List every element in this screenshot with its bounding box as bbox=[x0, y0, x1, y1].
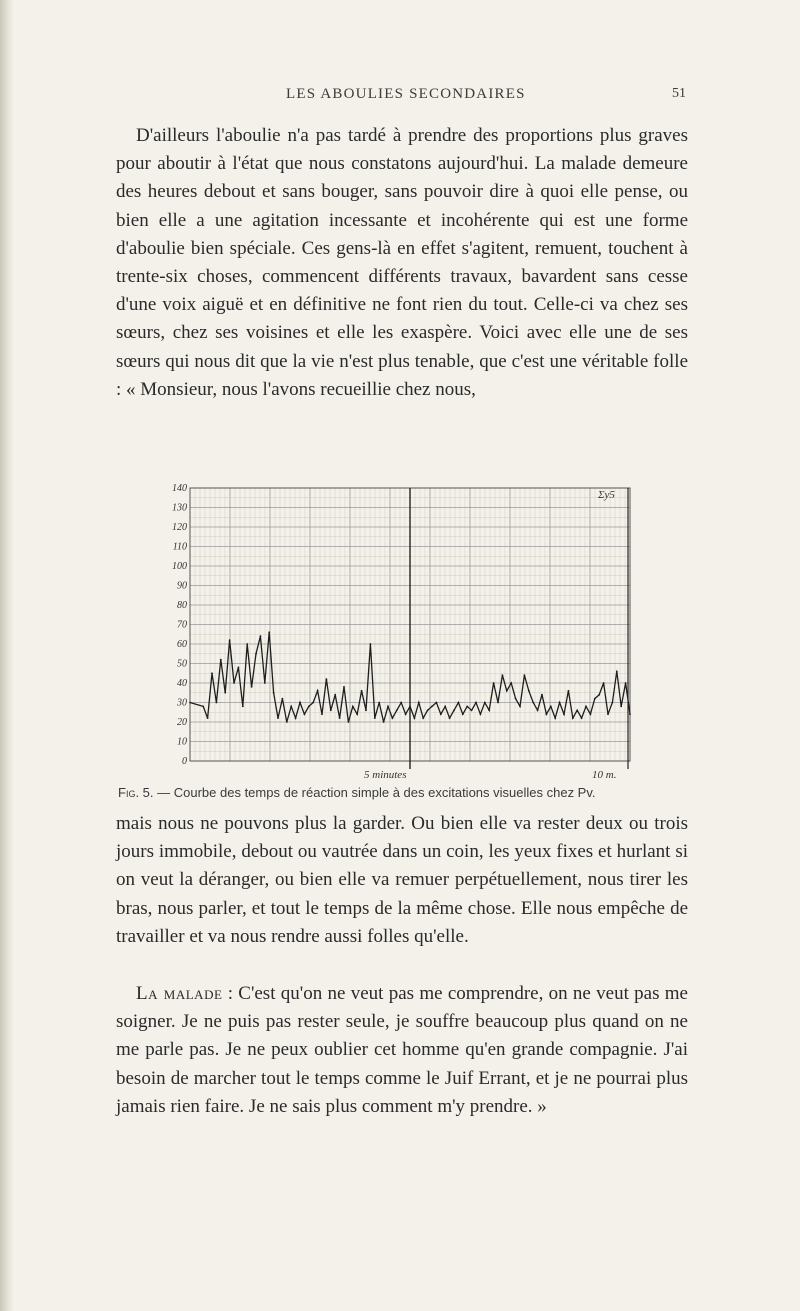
y-tick-label: 60 bbox=[177, 639, 187, 650]
reaction-time-chart bbox=[160, 476, 640, 786]
data-point bbox=[532, 702, 534, 704]
data-point bbox=[348, 721, 350, 723]
data-point bbox=[299, 702, 301, 704]
data-point bbox=[378, 702, 380, 704]
reaction-time-figure bbox=[160, 476, 640, 786]
data-point bbox=[207, 717, 209, 719]
data-point bbox=[352, 706, 354, 708]
data-point bbox=[515, 698, 517, 700]
data-point bbox=[220, 659, 222, 661]
data-point bbox=[603, 682, 605, 684]
data-point bbox=[290, 706, 292, 708]
data-point bbox=[506, 690, 508, 692]
data-point bbox=[519, 706, 521, 708]
data-point bbox=[216, 702, 218, 704]
data-point bbox=[211, 672, 213, 674]
data-point bbox=[537, 709, 539, 711]
data-point bbox=[317, 690, 319, 692]
data-point bbox=[422, 717, 424, 719]
figure-caption bbox=[118, 785, 718, 800]
data-point bbox=[616, 670, 618, 672]
data-point bbox=[405, 713, 407, 715]
data-point bbox=[444, 706, 446, 708]
data-point bbox=[436, 702, 438, 704]
data-point bbox=[431, 706, 433, 708]
y-tick-label: 130 bbox=[172, 502, 187, 514]
data-point bbox=[321, 713, 323, 715]
data-point bbox=[590, 713, 592, 715]
data-point bbox=[563, 713, 565, 715]
data-point bbox=[224, 692, 226, 694]
data-point bbox=[466, 706, 468, 708]
figure-caption-label: Fig. 5. bbox=[118, 785, 154, 800]
x-annotation-10-minutes: 10 m. bbox=[592, 769, 617, 781]
data-point bbox=[607, 713, 609, 715]
data-point bbox=[484, 702, 486, 704]
data-point bbox=[229, 639, 231, 641]
data-point bbox=[625, 682, 627, 684]
data-point bbox=[585, 706, 587, 708]
data-point bbox=[365, 709, 367, 711]
data-point bbox=[374, 717, 376, 719]
data-point bbox=[581, 717, 583, 719]
y-tick-label: 20 bbox=[177, 717, 187, 728]
figure-caption-text: — Courbe des temps de réaction simple à des excitations visuelles chez Pv. bbox=[157, 785, 596, 800]
data-point bbox=[383, 721, 385, 723]
data-point bbox=[238, 667, 240, 669]
y-tick-label: 30 bbox=[177, 697, 187, 709]
data-point bbox=[326, 678, 328, 680]
data-point bbox=[251, 686, 253, 688]
paragraph-1: D'ailleurs l'aboulie n'a pas tardé à prendre des proportions plus graves pour aboutir à l'état que nous constatons aujourd'hui. La malade demeure des heures debout et sans bouger, sans pouvoir dire à quoi elle pense, ou bien elle a une agitation incessante et incohérente qui est une forme d'aboulie bien spéciale. Ces gens-là en effet s'agitent, remuent, touchent à trente-six choses, commencent différents travaux, bavardent sans cesse d'une voix aiguë et en définitive ne font rien du tout. Celle-ci va chez ses sœurs, chez ses voisines et elle les exaspère. Voici avec elle une de ses sœurs qui nous dit que la vie n'est plus tenable, que c'est une véritable folle : « Monsieur, nous l'avons recueillie chez nous, bbox=[116, 125, 688, 400]
data-point bbox=[264, 682, 266, 684]
y-tick-label: 100 bbox=[172, 561, 187, 572]
speaker-text: : C'est qu'on ne veut pas me comprendre, on ne veut pas me soigner. Je ne puis pas rester seule, je souffre beaucoup plus quand on ne me parle pas. Je ne peux oublier cet homme qu'en grande compagnie. J'ai besoin de marcher tout le temps comme le Juif Errant, et je ne pourrai plus jamais rien faire. Je ne sais plus comment m'y prendre. » bbox=[116, 983, 688, 1117]
x-annotation-5-minutes: 5 minutes bbox=[364, 769, 407, 781]
data-point bbox=[594, 698, 596, 700]
y-tick-label: 70 bbox=[177, 619, 187, 631]
data-point bbox=[458, 702, 460, 704]
data-point bbox=[528, 690, 530, 692]
data-point bbox=[629, 713, 631, 715]
data-point bbox=[576, 709, 578, 711]
data-point bbox=[242, 706, 244, 708]
data-point bbox=[273, 692, 275, 694]
data-point bbox=[418, 702, 420, 704]
speaker-label: La malade bbox=[136, 983, 223, 1004]
data-point bbox=[282, 698, 284, 700]
data-point bbox=[268, 631, 270, 633]
data-point bbox=[475, 702, 477, 704]
data-point bbox=[497, 702, 499, 704]
y-tick-label: 120 bbox=[172, 522, 187, 533]
page-number: 51 bbox=[672, 86, 686, 101]
data-point bbox=[612, 702, 614, 704]
data-point bbox=[449, 717, 451, 719]
data-point bbox=[554, 717, 556, 719]
data-point bbox=[510, 682, 512, 684]
data-point bbox=[387, 706, 389, 708]
data-point bbox=[409, 706, 411, 708]
data-point bbox=[572, 717, 574, 719]
data-point bbox=[546, 713, 548, 715]
y-tick-label: 140 bbox=[172, 483, 187, 494]
data-point bbox=[502, 674, 504, 676]
data-point bbox=[400, 702, 402, 704]
y-tick-label: 110 bbox=[172, 541, 187, 553]
data-point bbox=[246, 643, 248, 645]
data-point bbox=[427, 709, 429, 711]
data-point bbox=[541, 694, 543, 696]
data-point bbox=[277, 717, 279, 719]
page-edge-shadow bbox=[0, 0, 14, 1311]
data-point bbox=[308, 706, 310, 708]
data-point bbox=[568, 690, 570, 692]
paragraph-2: mais nous ne pouvons plus la garder. Ou bien elle va rester deux ou trois jours immobile, debout ou vautrée dans un coin, les yeux fixes et hurlant si on veut la déranger, ou bien elle va remuer perpétuellement, nous tirer les bras, nous parler, et tout le temps de la même chose. Elle nous empêche de travailler et va nous rendre aussi folles qu'elle. bbox=[116, 813, 688, 947]
data-point bbox=[598, 694, 600, 696]
data-point bbox=[330, 709, 332, 711]
data-point bbox=[550, 706, 552, 708]
data-point bbox=[414, 717, 416, 719]
data-point bbox=[392, 717, 394, 719]
data-point bbox=[312, 702, 314, 704]
data-point bbox=[255, 653, 257, 655]
corner-mark: Σy5 bbox=[598, 489, 615, 501]
data-point bbox=[440, 713, 442, 715]
data-point bbox=[286, 721, 288, 723]
data-point bbox=[343, 686, 345, 688]
y-tick-label: 50 bbox=[177, 658, 187, 670]
y-tick-label: 0 bbox=[182, 756, 187, 767]
data-point bbox=[493, 682, 495, 684]
y-tick-label: 80 bbox=[177, 600, 187, 611]
data-point bbox=[620, 706, 622, 708]
page-header bbox=[0, 86, 800, 110]
running-title: LES ABOULIES SECONDAIRES bbox=[286, 86, 526, 102]
data-point bbox=[202, 706, 204, 708]
data-point bbox=[480, 713, 482, 715]
data-point bbox=[453, 709, 455, 711]
data-point bbox=[339, 717, 341, 719]
data-point bbox=[334, 694, 336, 696]
data-point bbox=[559, 702, 561, 704]
y-tick-label: 10 bbox=[177, 736, 187, 748]
y-tick-label: 90 bbox=[177, 580, 187, 592]
data-point bbox=[396, 709, 398, 711]
data-point bbox=[370, 643, 372, 645]
data-point bbox=[471, 709, 473, 711]
data-point bbox=[233, 682, 235, 684]
data-point bbox=[462, 713, 464, 715]
data-point bbox=[260, 635, 262, 637]
y-tick-label: 40 bbox=[177, 678, 187, 689]
data-point bbox=[295, 717, 297, 719]
data-point bbox=[524, 674, 526, 676]
data-point bbox=[488, 709, 490, 711]
paragraph-3 bbox=[116, 980, 688, 1121]
data-point bbox=[304, 713, 306, 715]
data-point bbox=[356, 713, 358, 715]
data-point bbox=[361, 690, 363, 692]
data-point bbox=[189, 702, 191, 704]
